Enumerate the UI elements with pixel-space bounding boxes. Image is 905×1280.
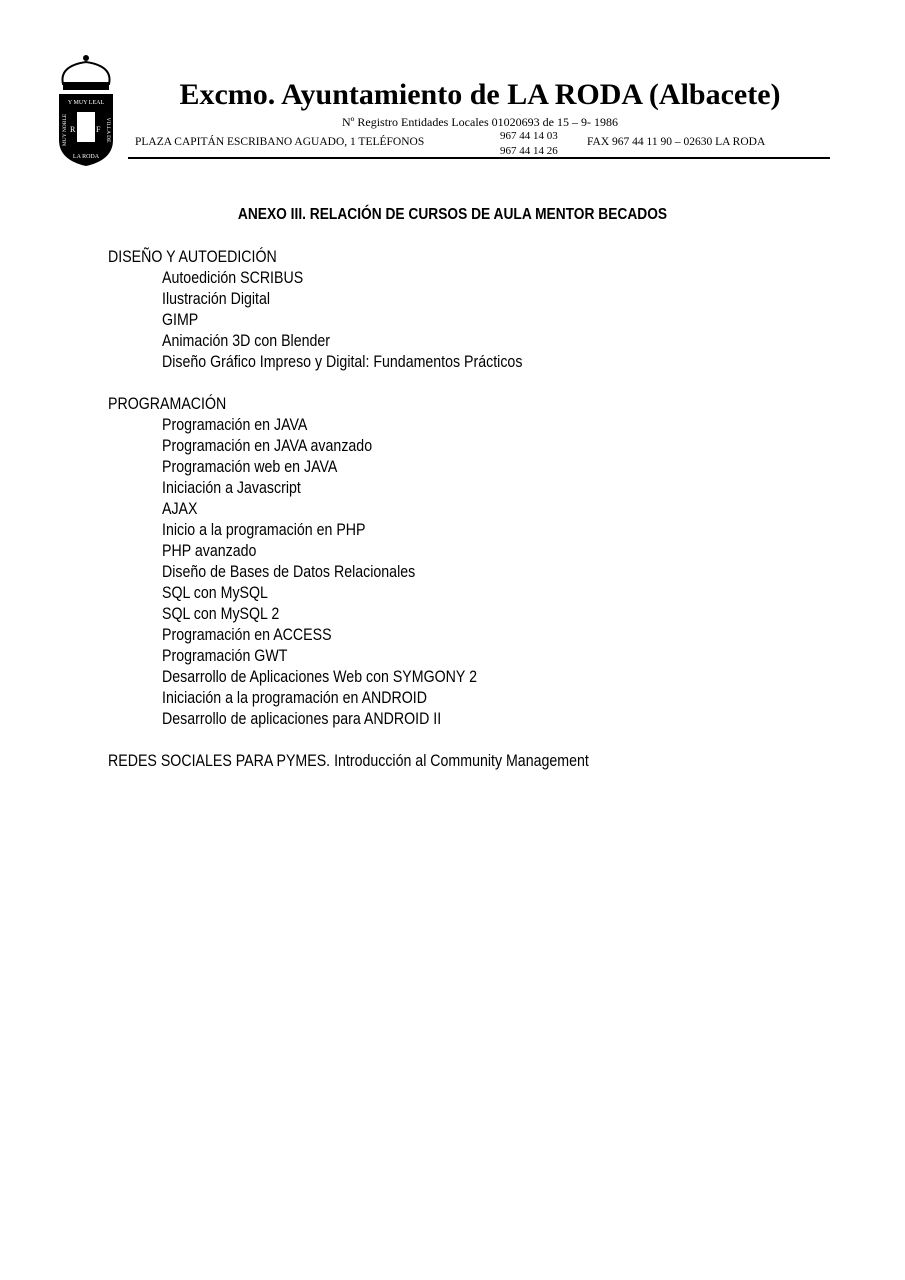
course-item: Programación GWT [162, 647, 288, 665]
spacer [108, 730, 667, 751]
course-item: Programación en JAVA avanzado [162, 437, 373, 455]
organization-name: Excmo. Ayuntamiento de LA RODA (Albacete) [179, 78, 781, 111]
course-item: Programación en JAVA [162, 416, 308, 434]
course-item: Programación en ACCESS [162, 626, 332, 644]
course-item: GIMP [162, 311, 199, 329]
crest-letter-r: R [70, 125, 76, 134]
document-title: ANEXO III. RELACIÓN DE CURSOS DE AULA MENTOR BECADOS [237, 206, 668, 223]
section-heading: PROGRAMACIÓN [108, 395, 227, 413]
course-item: Ilustración Digital [162, 290, 271, 308]
crest-motto-left: MUY NOBLE [62, 113, 68, 147]
course-item: AJAX [162, 500, 198, 518]
course-item: Inicio a la programación en PHP [162, 521, 366, 539]
course-item: Desarrollo de Aplicaciones Web con SYMGONY 2 [162, 668, 477, 686]
course-item: Diseño Gráfico Impreso y Digital: Fundamentos Prácticos [162, 353, 523, 371]
course-item: Iniciación a Javascript [162, 479, 301, 497]
course-item: SQL con MySQL 2 [162, 605, 280, 623]
course-item: Animación 3D con Blender [162, 332, 331, 350]
phone-1: 967 44 14 03 [500, 130, 558, 142]
coat-of-arms-logo [55, 52, 117, 170]
course-item: Diseño de Bases de Datos Relacionales [162, 563, 416, 581]
section-heading: DISEÑO Y AUTOEDICIÓN [108, 248, 277, 266]
course-item: Desarrollo de aplicaciones para ANDROID II [162, 710, 442, 728]
address: PLAZA CAPITÁN ESCRIBANO AGUADO, 1 TELÉFONOS [135, 136, 425, 148]
phone-numbers [500, 129, 558, 159]
phone-2: 967 44 14 26 [500, 145, 558, 157]
crest-motto-right: VILLA DE [105, 117, 111, 143]
crest-motto-top: Y MUY LEAL [67, 100, 105, 106]
course-list [108, 247, 667, 772]
course-item: Programación web en JAVA [162, 458, 338, 476]
crest-letter-f: F [96, 125, 101, 134]
crest-motto-bottom: LA RODA [72, 154, 100, 160]
course-item: Autoedición SCRIBUS [162, 269, 304, 287]
registry-number: Nº Registro Entidades Locales 01020693 de 15 – 9- 1986 [341, 115, 618, 129]
section-heading: REDES SOCIALES PARA PYMES. Introducción al Community Management [108, 752, 589, 770]
fax: FAX 967 44 11 90 – 02630 LA RODA [587, 136, 766, 148]
header-divider [128, 157, 830, 159]
spacer [108, 373, 667, 394]
course-item: Iniciación a la programación en ANDROID [162, 689, 428, 707]
course-item: SQL con MySQL [162, 584, 268, 602]
course-item: PHP avanzado [162, 542, 257, 560]
